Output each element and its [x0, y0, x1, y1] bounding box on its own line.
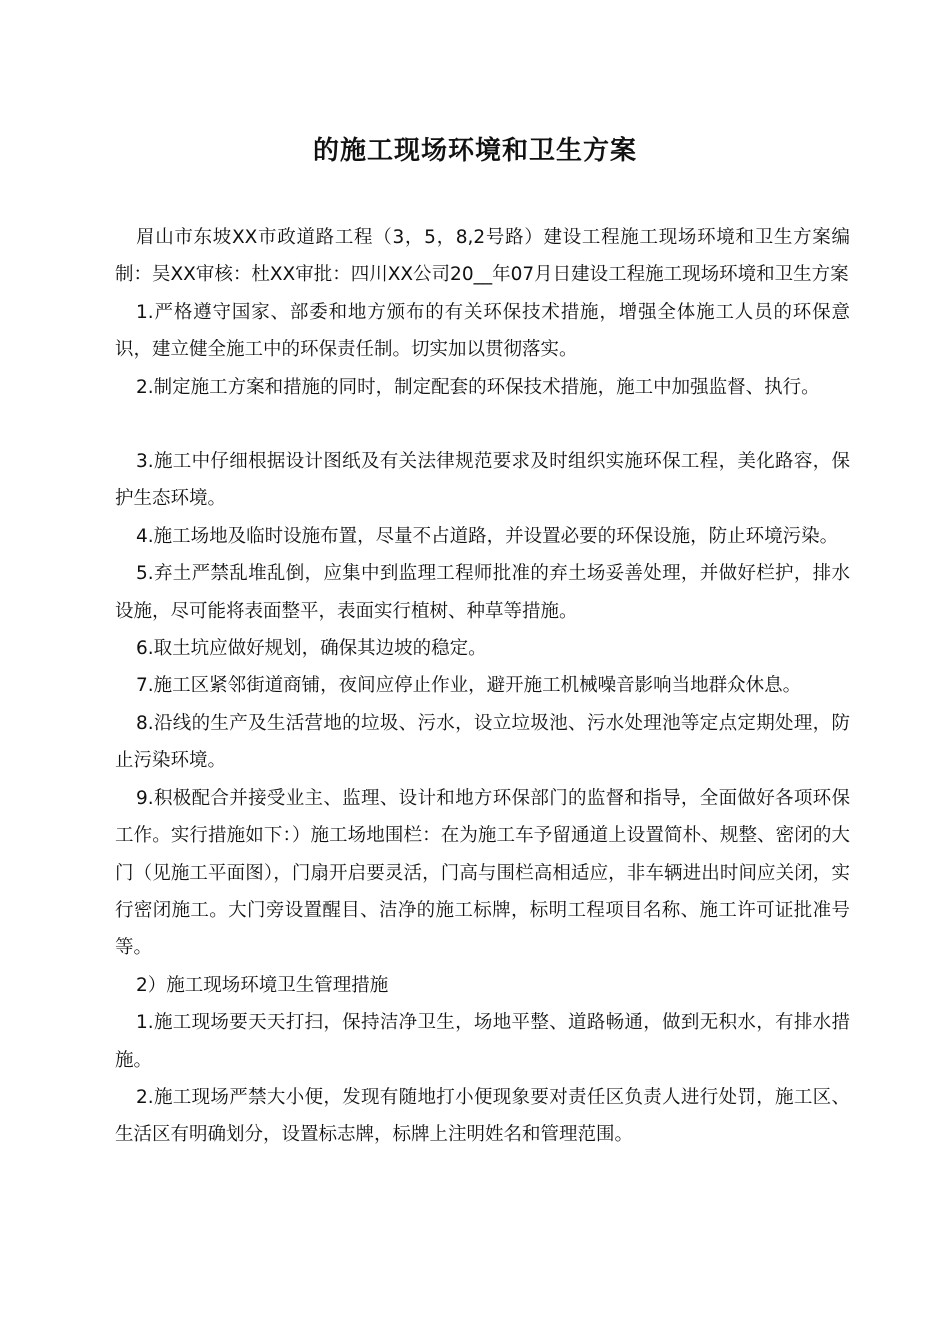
paragraph-item-9: 9.积极配合并接受业主、监理、设计和地方环保部门的监督和指导，全面做好各项环保工作。实行措施如下：）施工场地围栏：在为施工车予留通道上设置简朴、规整、密闭的大门（见施工平面图），门扇开启要灵活，门高与围栏高相适应，非车辆进出时间应关闭，实行密闭施工。大门旁设置醒目、洁净的施工标牌，标明工程项目名称、施工许可证批准号等。 — [115, 787, 850, 959]
paragraph-item-5: 5.弃土严禁乱堆乱倒，应集中到监理工程师批准的弃土场妥善处理，并做好栏护，排水设施，尽可能将表面整平，表面实行植树、种草等措施。 — [115, 563, 850, 622]
document-body — [115, 219, 850, 1154]
blank-line — [115, 406, 850, 443]
hygiene-item-2: 2.施工现场严禁大小便，发现有随地打小便现象要对责任区负责人进行处罚，施工区、生活区有明确划分，设置标志牌，标牌上注明姓名和管理范围。 — [115, 1086, 850, 1146]
intro-paragraph: 眉山市东坡XX市政道路工程（3，5，8,2号路）建设工程施工现场环境和卫生方案编制：吴XX审核：杜XX审批：四川XX公司20__年07月日建设工程施工现场环境和卫生方案 — [115, 227, 850, 286]
paragraph-item-2: 2.制定施工方案和措施的同时，制定配套的环保技术措施，施工中加强监督、执行。 — [136, 376, 820, 398]
paragraph-item-1: 1.严格遵守国家、部委和地方颁布的有关环保技术措施，增强全体施工人员的环保意识，建立健全施工中的环保责任制。切实加以贯彻落实。 — [115, 301, 850, 361]
paragraph-item-8: 8.沿线的生产及生活营地的垃圾、污水，设立垃圾池、污水处理池等定点定期处理，防止污染环境。 — [115, 712, 850, 772]
document-title: 的施工现场环境和卫生方案 — [312, 136, 637, 166]
hygiene-item-1: 1.施工现场要天天打扫，保持洁净卫生，场地平整、道路畅通，做到无积水，有排水措施。 — [115, 1012, 850, 1071]
paragraph-item-6: 6.取土坑应做好规划，确保其边坡的稳定。 — [136, 638, 487, 660]
paragraph-item-7: 7.施工区紧邻街道商铺，夜间应停止作业，避开施工机械噪音影响当地群众休息。 — [136, 675, 802, 697]
paragraph-item-3: 3.施工中仔细根据设计图纸及有关法律规范要求及时组织实施环保工程，美化路容，保护生态环境。 — [115, 451, 850, 510]
paragraph-item-4: 4.施工场地及临时设施布置，尽量不占道路，并设置必要的环保设施，防止环境污染。 — [136, 525, 839, 547]
section-heading: 2）施工现场环境卫生管理措施 — [136, 974, 389, 996]
